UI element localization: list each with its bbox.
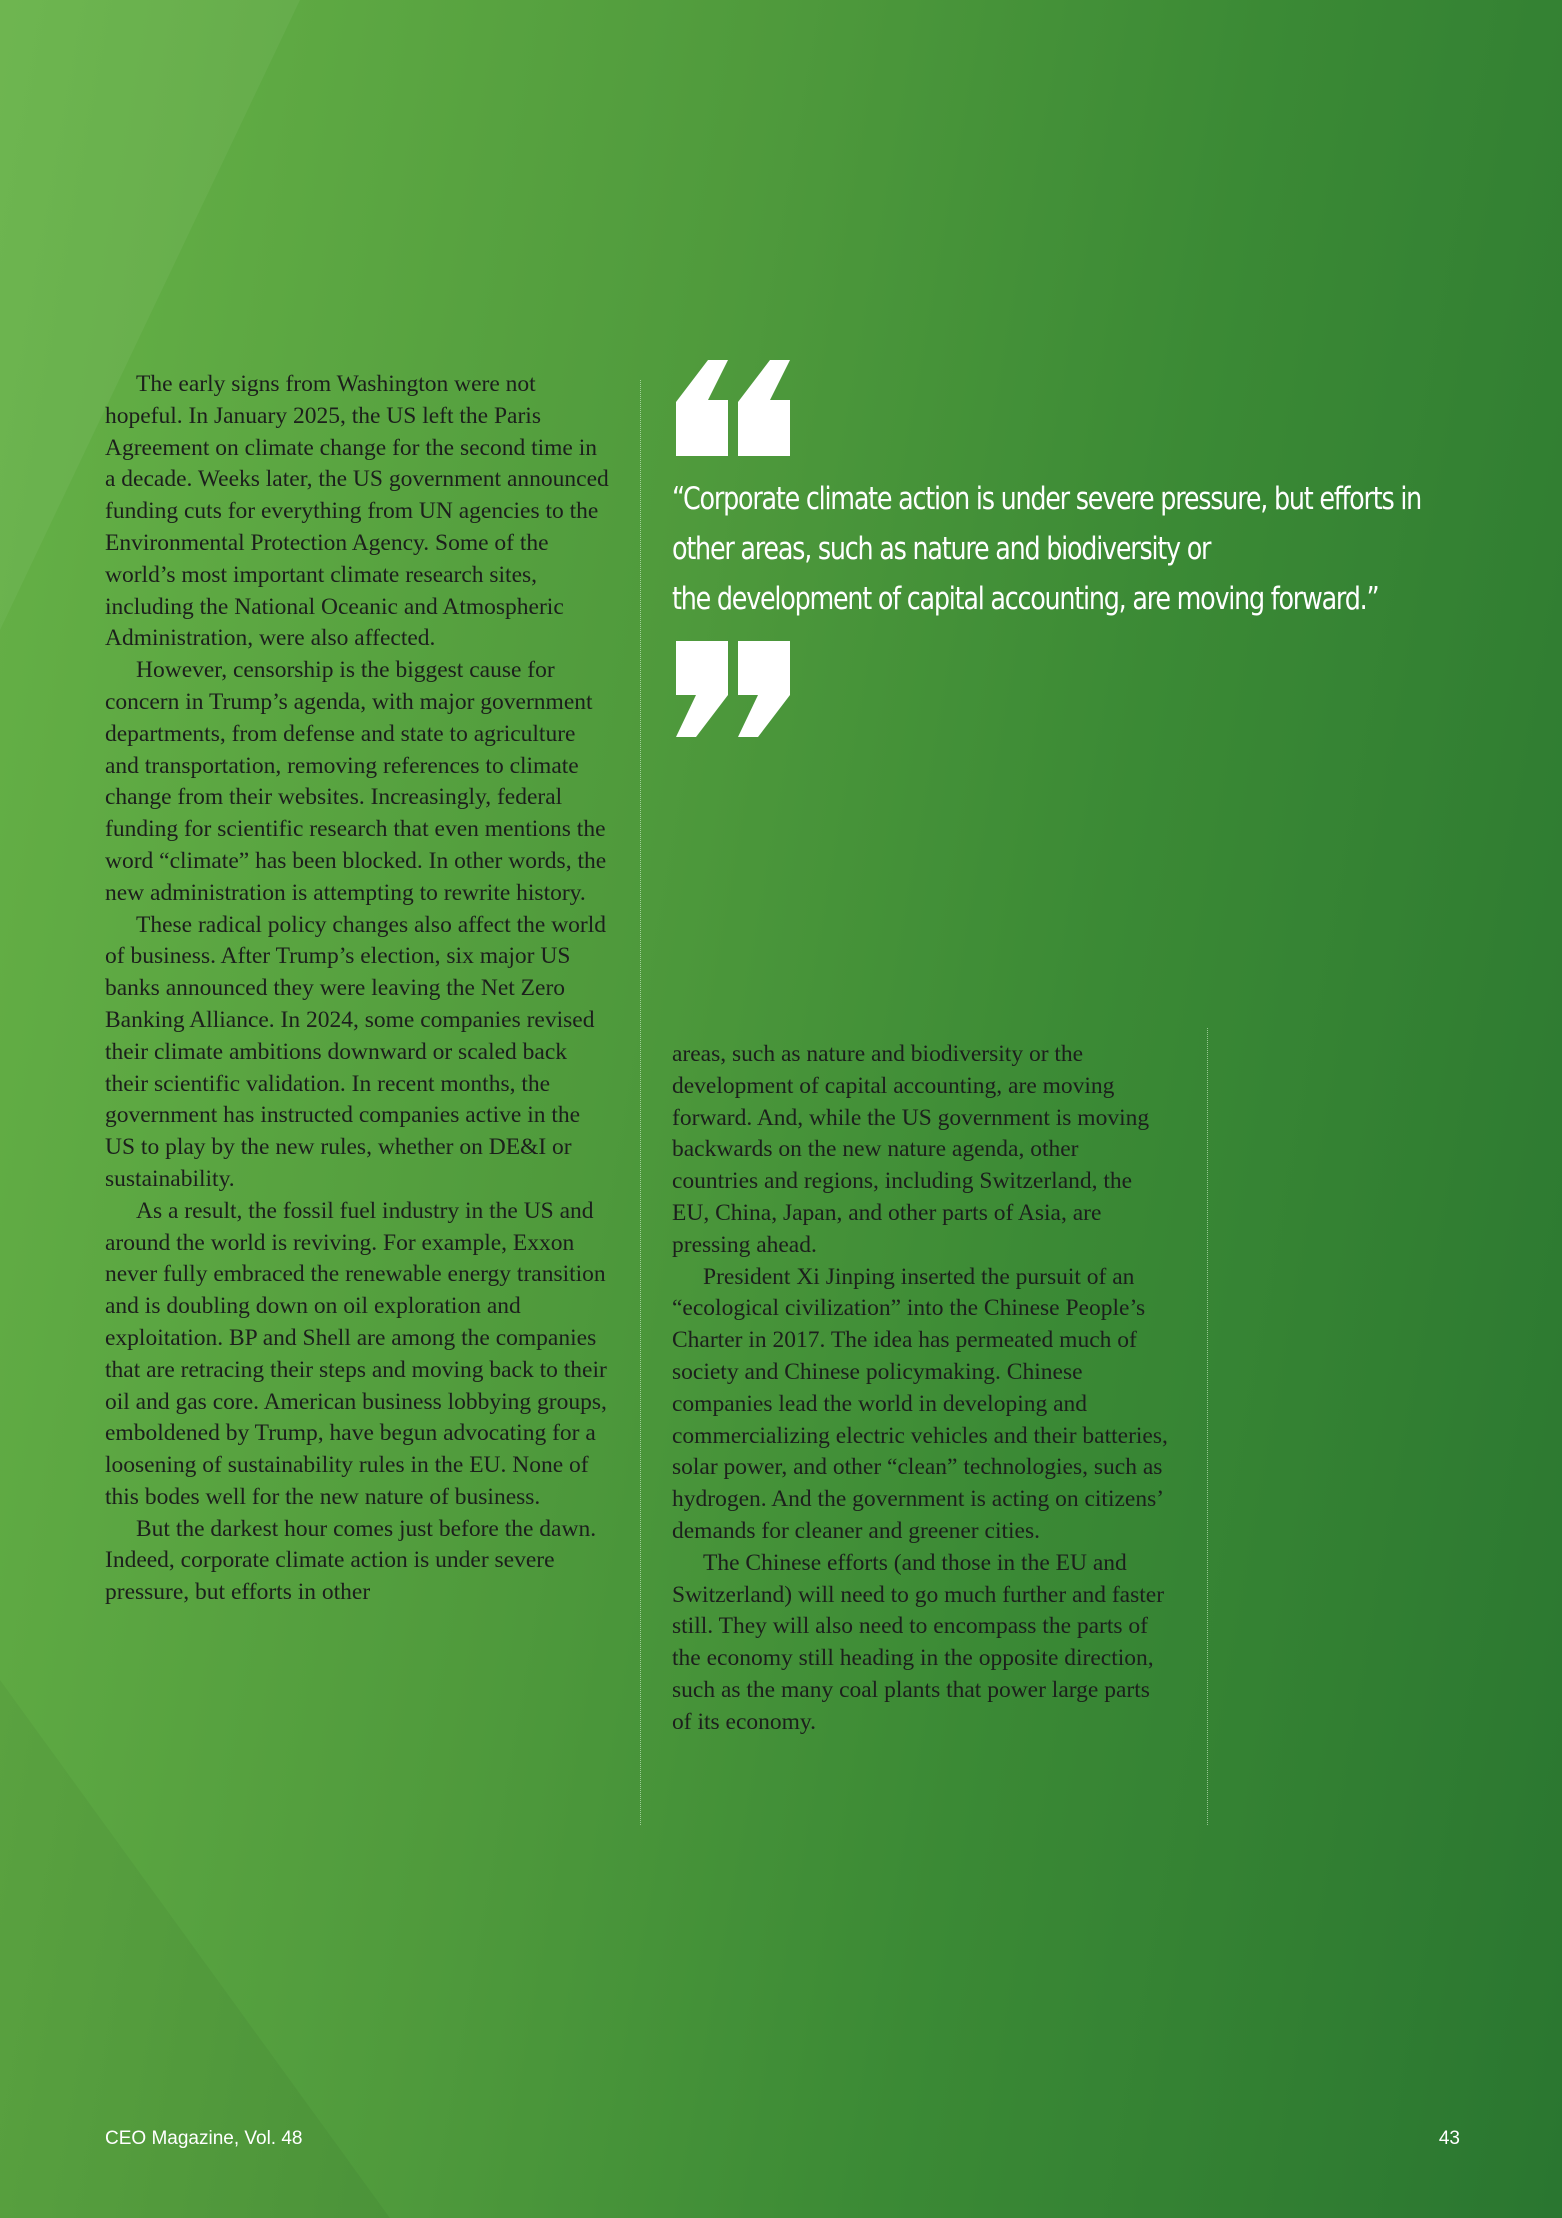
pull-quote-line: the development of capital accounting, are moving forward.”: [672, 581, 1379, 617]
paragraph: The early signs from Washington were not hopeful. In January 2025, the US left the Paris Agreement on climate change for the second time in a decade. Weeks later, the US government announced funding cuts for everything from UN agencies to the Environmental Protection Agency. Some of the world’s most important climate research sites, including the National Oceanic and Atmospheric Administration, were also affected.: [105, 371, 609, 652]
paragraph: President Xi Jinping inserted the pursuit of an “ecological civilization” into the Chinese People’s Charter in 2017. The idea has permeated much of society and Chinese policymaking. Chinese companies lead the world in developing and commercializing electric vehicles and their batteries, solar power, and other “clean” technologies, such as hydrogen. And the government is acting on citizens’ demands for cleaner and greener cities.: [672, 1263, 1168, 1544]
close-quote-icon: [672, 641, 794, 737]
publication-footer: CEO Magazine, Vol. 48: [105, 2128, 303, 2149]
paragraph: These radical policy changes also affect the world of business. After Trump’s election, six major US banks announced they were leaving the Net Zero Banking Alliance. In 2024, some companies revised their climate ambitions downward or scaled back their scientific validation. In recent months, the government has instructed companies active in the US to play by the new rules, whether on DE&I or sustainability.: [105, 911, 607, 1192]
page-number: 43: [1438, 2128, 1460, 2149]
article-column-left: [105, 369, 610, 1609]
paragraph: As a result, the fossil fuel industry in the US and around the world is reviving. For example, Exxon never fully embraced the renewable energy transition and is doubling down on oil exploration and exploitation. BP and Shell are among the companies that are retracing their steps and moving back to their oil and gas core. American business lobbying groups, emboldened by Trump, have begun advocating for a loosening of sustainability rules in the EU. None of this bodes well for the new nature of business.: [105, 1197, 607, 1510]
column-divider: [1207, 1028, 1208, 1825]
paragraph: But the darkest hour comes just before the dawn. Indeed, corporate climate action is under severe pressure, but efforts in other: [105, 1515, 597, 1606]
article-column-right: [672, 1039, 1170, 1739]
pull-quote-line: other areas, such as nature and biodiversity or: [672, 531, 1211, 567]
paragraph: The Chinese efforts (and those in the EU and Switzerland) will need to go much further and faster still. They will also need to encompass the parts of the economy still heading in the opposite direction, such as the many coal plants that power large parts of its economy.: [672, 1549, 1165, 1735]
open-quote-icon: [672, 360, 794, 456]
pull-quote-line: “Corporate climate action is under severe pressure, but efforts in: [672, 481, 1422, 517]
column-divider: [640, 380, 641, 1825]
pull-quote: [672, 474, 1467, 624]
paragraph: areas, such as nature and biodiversity or the development of capital accounting, are moving forward. And, while the US government is moving backwards on the new nature agenda, other countries and regions, including Switzerland, the EU, China, Japan, and other parts of Asia, are pressing ahead.: [672, 1041, 1150, 1258]
paragraph: However, censorship is the biggest cause for concern in Trump’s agenda, with major government departments, from defense and state to agriculture and transportation, removing references to climate change from their websites. Increasingly, federal funding for scientific research that even mentions the word “climate” has been blocked. In other words, the new administration is attempting to rewrite history.: [105, 657, 607, 906]
